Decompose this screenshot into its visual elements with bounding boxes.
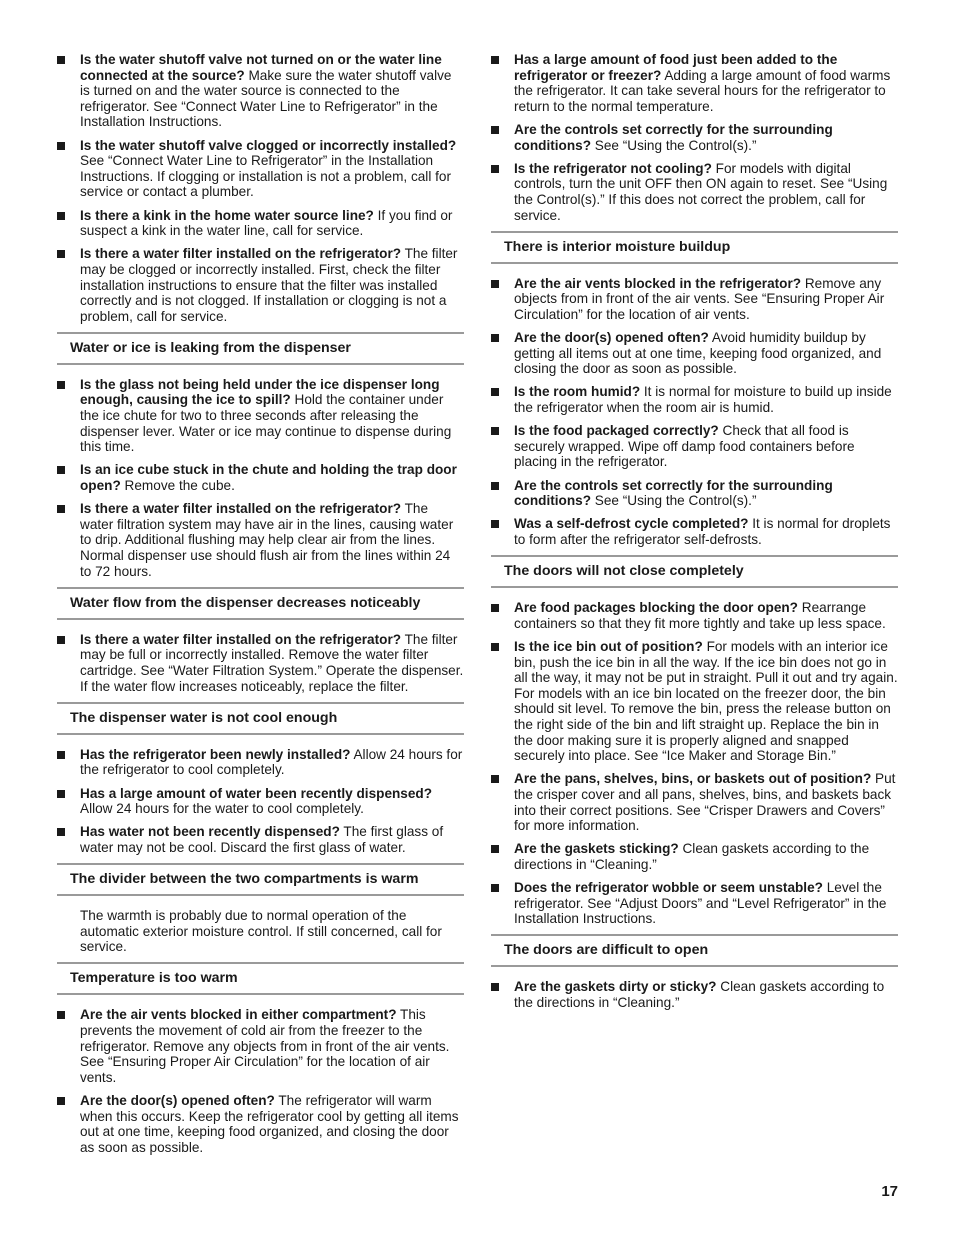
question-text: Does the refrigerator wobble or seem unstable? — [514, 880, 823, 896]
answer-text: The filter may be full or incorrectly installed. Remove the water filter cartridge. See “Water Filtration System.” Operate the dispenser. If the water flow increases noticeably, replace the filter. — [80, 631, 464, 694]
list-item — [491, 880, 898, 927]
section-heading: Temperature is too warm — [57, 962, 464, 995]
answer-text: This prevents the movement of cold air from the freezer to the refrigerator. Remove any objects from in front of the air vents. See “Ensuring Proper Air Circulation” for the location of air vents. — [80, 1007, 450, 1085]
question-text: Has a large amount of food just been added to the refrigerator or freezer? — [514, 52, 838, 83]
troubleshooting-section — [57, 587, 464, 694]
answer-text: The first glass of water may not be cool. Discard the first glass of water. — [80, 824, 444, 855]
answer-text: It is normal for droplets to form after the refrigerator self-defrosts. — [514, 516, 891, 547]
square-bullet-icon — [57, 790, 65, 798]
question-text: Is there a water filter installed on the refrigerator? — [80, 246, 402, 262]
question-text: Has water not been recently dispensed? — [80, 824, 340, 840]
troubleshooting-section — [57, 332, 464, 579]
question-text: Are the gaskets dirty or sticky? — [514, 979, 717, 995]
list-item — [57, 824, 464, 855]
answer-text: Allow 24 hours for the water to cool completely. — [80, 801, 364, 817]
question-text: Is the food packaged correctly? — [514, 423, 719, 439]
troubleshooting-section — [491, 934, 898, 1010]
square-bullet-icon — [491, 56, 499, 64]
answer-text: Rearrange containers so that they fit more tightly and take up less space. — [514, 600, 886, 631]
troubleshooting-section — [491, 555, 898, 927]
square-bullet-icon — [57, 636, 65, 644]
list-item — [57, 52, 464, 130]
square-bullet-icon — [57, 1011, 65, 1019]
list-item — [491, 516, 898, 547]
question-text: Is there a kink in the home water source line? — [80, 207, 374, 223]
answer-text: See “Connect Water Line to Refrigerator” in the Installation Instructions. If clogging or installation is not a problem, call for service or contact a plumber. — [80, 153, 451, 200]
list-item — [491, 122, 898, 153]
square-bullet-icon — [491, 334, 499, 342]
answer-text: Avoid humidity buildup by getting all items out at one time, keeping food organized, and closing the door as soon as possible. — [514, 330, 882, 377]
answer-text: Remove the cube. — [120, 478, 235, 494]
list-item — [491, 600, 898, 631]
square-bullet-icon — [491, 126, 499, 134]
right-column — [491, 52, 898, 1018]
list-item — [57, 786, 464, 817]
list-item — [57, 462, 464, 493]
answer-text: The filter may be clogged or incorrectly installed. First, check the filter installation instructions to ensure that the filter was installed correctly and is not clogged. If installation or clogging is not a problem, call for service. — [80, 246, 458, 324]
list-item — [491, 478, 898, 509]
square-bullet-icon — [491, 165, 499, 173]
question-text: Are the controls set correctly for the surrounding conditions? — [514, 477, 833, 509]
question-text: Is there a water filter installed on the refrigerator? — [80, 631, 402, 647]
list-item — [491, 639, 898, 764]
answer-text: Allow 24 hours for the refrigerator to cool completely. — [80, 746, 463, 778]
troubleshooting-section — [491, 231, 898, 548]
answer-text: See “Using the Control(s).” — [591, 137, 757, 153]
square-bullet-icon — [57, 381, 65, 389]
page-number: 17 — [881, 1183, 898, 1200]
question-text: Are the door(s) opened often? — [514, 330, 709, 346]
square-bullet-icon — [491, 884, 499, 892]
section-heading: The doors will not close completely — [491, 555, 898, 588]
question-text: Is the water shutoff valve not turned on or the water line connected at the source? — [80, 52, 442, 83]
square-bullet-icon — [491, 643, 499, 651]
answer-text: Remove any objects from in front of the air vents. See “Ensuring Proper Air Circulation” for the location of air vents. — [514, 275, 885, 322]
answer-text: For models with digital controls, turn the unit OFF then ON again to reset. See “Using the Control(s).” If this does not correct the problem, call for service. — [514, 160, 888, 223]
list-item — [57, 501, 464, 579]
answer-text: The refrigerator will warm when this occurs. Keep the refrigerator cool by getting all items out at one time, keeping food organized, and closing the door as soon as possible. — [80, 1093, 459, 1155]
square-bullet-icon — [491, 280, 499, 288]
square-bullet-icon — [491, 775, 499, 783]
answer-text: Clean gaskets according to the directions in “Cleaning.” — [514, 841, 870, 872]
troubleshooting-section — [57, 962, 464, 1155]
square-bullet-icon — [491, 482, 499, 490]
answer-text: Put the crisper cover and all pans, shelves, bins, and baskets back into their correct positions. See “Crisper Drawers and Covers” for more information. — [514, 771, 896, 834]
question-text: Are the controls set correctly for the surrounding conditions? — [514, 121, 833, 153]
question-text: Is the water shutoff valve clogged or incorrectly installed? — [80, 137, 457, 153]
list-item — [491, 979, 898, 1010]
question-text: Are the air vents blocked in either compartment? — [80, 1007, 397, 1023]
list-item — [491, 276, 898, 323]
list-item — [491, 841, 898, 872]
answer-text: See “Using the Control(s).” — [591, 493, 757, 509]
question-text: Are the pans, shelves, bins, or baskets out of position? — [514, 771, 872, 787]
square-bullet-icon — [491, 520, 499, 528]
list-item — [57, 632, 464, 694]
square-bullet-icon — [491, 845, 499, 853]
square-bullet-icon — [57, 212, 65, 220]
list-item — [491, 161, 898, 223]
list-item — [57, 1093, 464, 1155]
square-bullet-icon — [57, 505, 65, 513]
question-text: Are the gaskets sticking? — [514, 841, 679, 857]
square-bullet-icon — [491, 427, 499, 435]
section-heading: The dispenser water is not cool enough — [57, 702, 464, 735]
left-column — [57, 52, 464, 1163]
square-bullet-icon — [57, 142, 65, 150]
answer-text: Clean gaskets according to the directions in “Cleaning.” — [514, 979, 885, 1011]
list-item — [57, 138, 464, 200]
square-bullet-icon — [57, 466, 65, 474]
list-item — [57, 747, 464, 778]
list-item — [491, 330, 898, 377]
answer-text: Hold the container under the ice chute for two to three seconds after releasing the dispenser lever. Water or ice may continue to dispense during this time. — [80, 392, 452, 455]
section-heading: Water flow from the dispenser decreases noticeably — [57, 587, 464, 620]
question-text: Is the room humid? — [514, 384, 641, 400]
question-text: Was a self-defrost cycle completed? — [514, 516, 749, 532]
answer-text: Check that all food is securely wrapped. Wipe off damp food containers before placing in the refrigerator. — [514, 423, 855, 470]
answer-text: The water filtration system may have air in the lines, causing water to drip. Additional flushing may help clear air from the lines. Normal dispenser use should flush air from the lines within 24 to 72 hours. — [80, 501, 454, 579]
answer-text: Make sure the water shutoff valve is turned on and the water source is connected to the refrigerator. See “Connect Water Line to Refrigerator” in the Installation Instructions. — [80, 67, 452, 130]
list-item — [491, 52, 898, 114]
square-bullet-icon — [491, 983, 499, 991]
section-heading: There is interior moisture buildup — [491, 231, 898, 264]
list-item — [57, 246, 464, 324]
question-text: Are the air vents blocked in the refrigerator? — [514, 275, 802, 291]
square-bullet-icon — [57, 751, 65, 759]
list-item — [491, 771, 898, 833]
square-bullet-icon — [491, 388, 499, 396]
question-text: Is an ice cube stuck in the chute and holding the trap door open? — [80, 462, 457, 494]
question-text: Has the refrigerator been newly installed? — [80, 746, 351, 762]
question-text: Has a large amount of water been recently dispensed? — [80, 785, 433, 801]
question-text: Is the glass not being held under the ice dispenser long enough, causing the ice to spill? — [80, 376, 440, 408]
list-item — [491, 384, 898, 415]
list-item — [57, 1007, 464, 1085]
troubleshooting-section — [57, 702, 464, 856]
question-text: Is the ice bin out of position? — [514, 638, 703, 654]
list-item — [491, 423, 898, 470]
section-heading: Water or ice is leaking from the dispenser — [57, 332, 464, 365]
question-text: Are the door(s) opened often? — [80, 1093, 275, 1109]
answer-text: It is normal for moisture to build up inside the refrigerator when the room air is humid. — [514, 384, 892, 416]
list-item — [57, 377, 464, 455]
answer-text: Adding a large amount of food warms the refrigerator. It can take several hours for the refrigerator to return to the normal temperature. — [514, 67, 891, 114]
answer-text: If you find or suspect a kink in the water line, call for service. — [80, 207, 453, 239]
section-paragraph: The warmth is probably due to normal operation of the automatic exterior moisture control. If still concerned, call for service. — [80, 908, 442, 955]
answer-text: For models with an interior ice bin, push the ice bin in all the way. If the ice bin does not go in all the way, it may not be put in straight. Pull it out and try again. For models with an ice bin located on the freezer door, the bin should sit level. To remove the bin, press the release button on the right side of the bin and lift straight up. Replace the bin in the door making sure it is properly aligned and snapped securely into place. See “Ice Maker and Storage Bin.” — [514, 638, 898, 764]
question-text: Are food packages blocking the door open? — [514, 600, 798, 616]
square-bullet-icon — [57, 1097, 65, 1105]
square-bullet-icon — [57, 56, 65, 64]
section-heading: The doors are difficult to open — [491, 934, 898, 967]
list-item — [57, 208, 464, 239]
troubleshooting-section — [57, 863, 464, 955]
answer-text: Level the refrigerator. See “Adjust Doors” and “Level Refrigerator” in the Installation Instructions. — [514, 880, 887, 927]
question-text: Is there a water filter installed on the refrigerator? — [80, 501, 402, 517]
question-text: Is the refrigerator not cooling? — [514, 160, 712, 176]
square-bullet-icon — [57, 250, 65, 258]
section-heading: The divider between the two compartments is warm — [57, 863, 464, 896]
square-bullet-icon — [57, 828, 65, 836]
square-bullet-icon — [491, 604, 499, 612]
